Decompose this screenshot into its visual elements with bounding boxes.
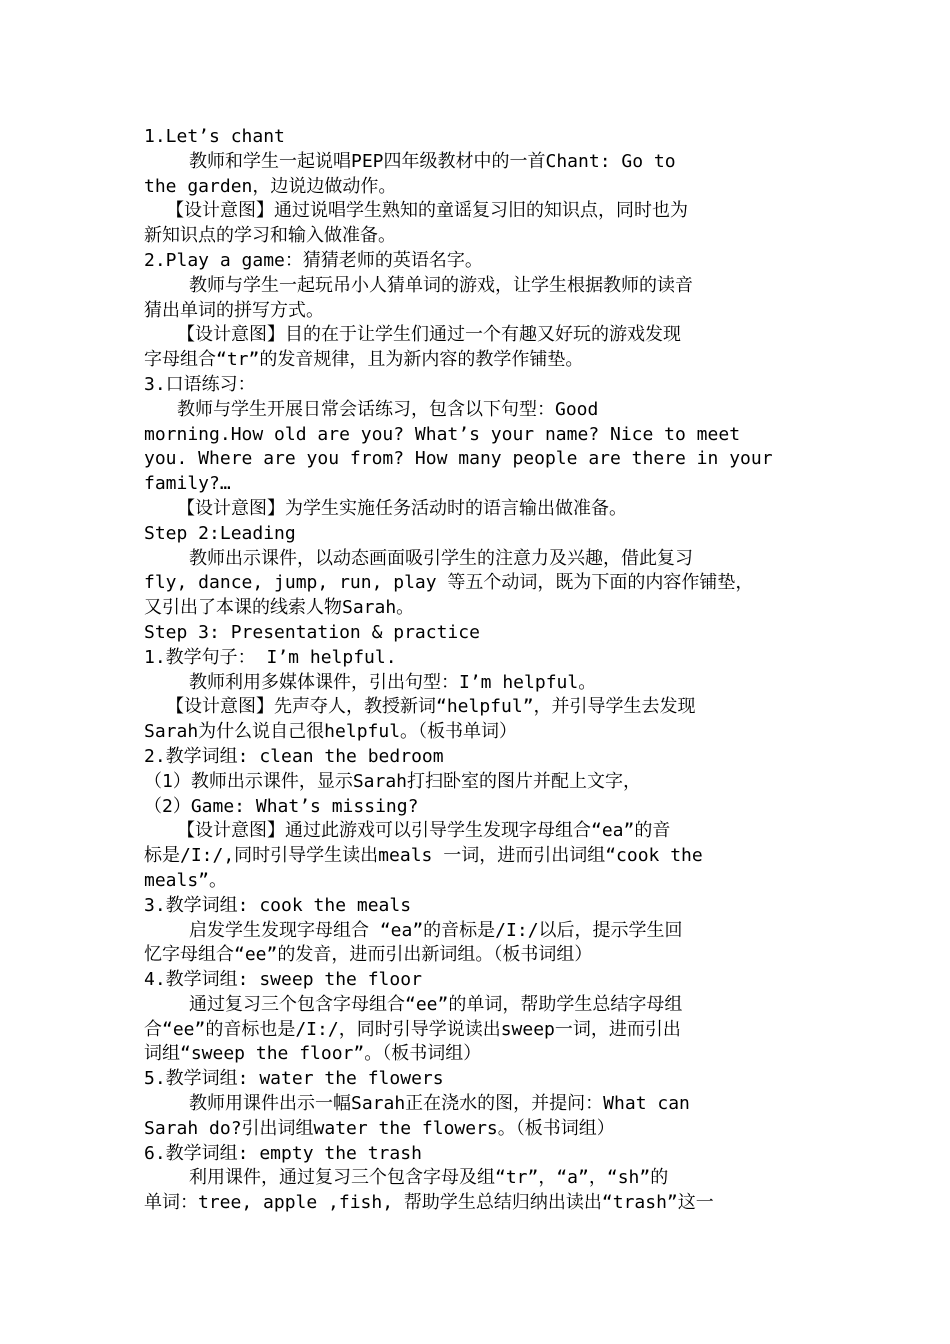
text-line: Sarah为什么说自己很helpful。（板书单词） [144,721,518,743]
text-line: 教师和学生一起说唱PEP四年级教材中的一首Chant: Go to [189,150,676,172]
document-page [144,125,812,1216]
section-heading: 1.教学句子： I’m helpful. [144,646,397,668]
design-intent-line: 【设计意图】通过说唱学生熟知的童谣复习旧的知识点，同时也为 [166,200,688,222]
text-line: 教师与学生一起玩吊小人猜单词的游戏，让学生根据教师的读音 [189,274,693,296]
section-heading: 2.教学词组: clean the bedroom [144,745,444,767]
step-heading: Step 3: Presentation & practice [144,621,480,643]
text-line: （2）Game: What’s missing? [144,795,419,817]
text-line: 字母组合“tr”的发音规律，且为新内容的教学作铺垫。 [144,349,584,371]
text-line: morning.How old are you? What’s your name? Nice to meet [144,423,741,445]
text-line: 教师用课件出示一幅Sarah正在浇水的图，并提问：What can [189,1093,690,1115]
section-heading: 5.教学词组: water the flowers [144,1068,444,1090]
text-line: family?… [144,473,231,495]
text-line: fly, dance, jump, run, play 等五个动词，既为下面的内容作铺垫， [144,572,754,594]
step-heading: 2.Play a game：猜猜老师的英语名字。 [144,249,483,271]
text-line: 1.Let’s chant [144,126,285,147]
section-heading: 6.教学词组: empty the trash [144,1142,422,1164]
text-line: 猜出单词的拼写方式。 [144,299,324,321]
design-intent-line: 【设计意图】通过此游戏可以引导学生发现字母组合“ea”的音 [177,820,671,842]
text-line: meals”。 [144,869,228,891]
text-line: 利用课件，通过复习三个包含字母及组“tr”，“a”，“sh”的 [189,1167,669,1189]
design-intent-line: 【设计意图】目的在于让学生们通过一个有趣又好玩的游戏发现 [177,324,681,346]
text-line: 标是/I:/,同时引导学生读出meals 一词，进而引出词组“cook the [144,845,703,867]
section-heading: 4.教学词组: sweep the floor [144,969,422,991]
text-line: 词组“sweep the floor”。（板书词组） [144,1043,482,1065]
step-heading: 3.口语练习： [144,373,256,395]
text-line: （1）教师出示课件，显示Sarah打扫卧室的图片并配上文字， [144,770,642,792]
text-line: 又引出了本课的线索人物Sarah。 [144,597,415,619]
text-line: you. Where are you from? How many people are there in your [144,448,773,470]
text-line: 单词：tree, apple ,fish, 帮助学生总结归纳出读出“trash”这一 [144,1192,714,1214]
text-line: 通过复习三个包含字母组合“ee”的单词，帮助学生总结字母组 [189,993,683,1015]
text-line: Sarah do?引出词组water the flowers。（板书词组） [144,1117,615,1139]
design-intent-line: 【设计意图】为学生实施任务活动时的语言输出做准备。 [177,497,627,519]
text-line: 忆字母组合“ee”的发音，进而引出新词组。（板书词组） [144,944,593,966]
text-line: 教师利用多媒体课件，引出句型：I’m helpful。 [189,671,597,693]
design-intent-line: 【设计意图】先声夺人，教授新词“helpful”，并引导学生去发现 [166,696,696,718]
step-heading: Step 2:Leading [144,522,296,544]
text-line: 启发学生发现字母组合 “ea”的音标是/I:/以后，提示学生回 [189,919,683,941]
section-heading: 3.教学词组: cook the meals [144,894,412,916]
text-line: the garden，边说边做动作。 [144,175,397,197]
text-line: 新知识点的学习和输入做准备。 [144,225,396,247]
text-line: 教师出示课件，以动态画面吸引学生的注意力及兴趣，借此复习 [189,547,693,569]
text-line: 教师与学生开展日常会话练习，包含以下句型：Good [177,398,599,420]
text-line: 合“ee”的音标也是/I:/，同时引导学说读出sweep一词，进而引出 [144,1018,681,1040]
